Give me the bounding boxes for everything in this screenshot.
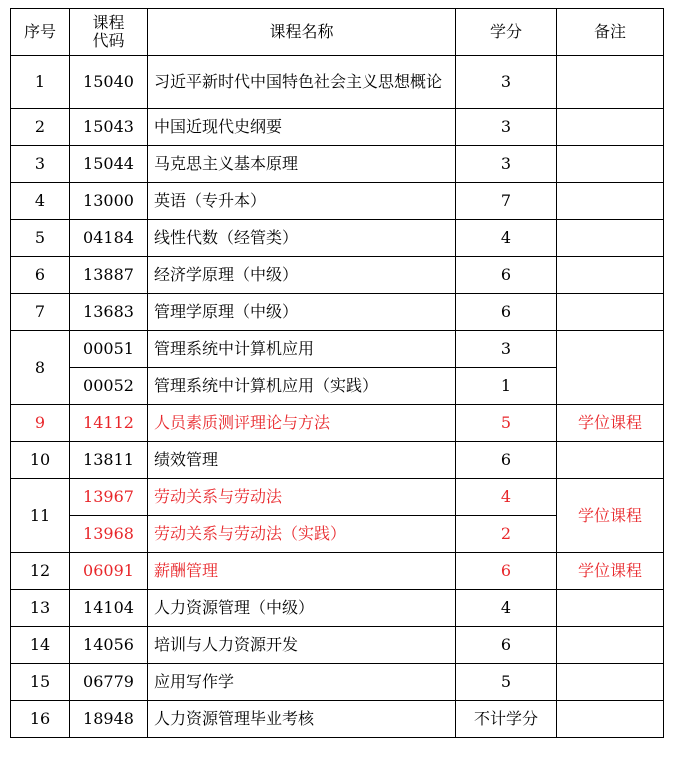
cell-code: 13967 [70,479,148,516]
cell-code: 14056 [70,627,148,664]
cell-no: 7 [11,294,70,331]
cell-name: 人力资源管理毕业考核 [148,701,456,738]
cell-name: 线性代数（经管类） [148,220,456,257]
cell-no: 2 [11,109,70,146]
cell-name: 薪酬管理 [148,553,456,590]
cell-code: 15044 [70,146,148,183]
cell-no: 5 [11,220,70,257]
cell-no: 1 [11,56,70,109]
table-row [11,294,664,331]
cell-code: 04184 [70,220,148,257]
cell-note: 学位课程 [557,479,664,553]
cell-name: 管理系统中计算机应用 [148,331,456,368]
cell-credit: 1 [456,368,557,405]
cell-name: 管理学原理（中级） [148,294,456,331]
cell-note [557,56,664,109]
cell-name: 管理系统中计算机应用（实践） [148,368,456,405]
cell-name: 培训与人力资源开发 [148,627,456,664]
cell-no: 9 [11,405,70,442]
cell-note [557,294,664,331]
cell-name: 经济学原理（中级） [148,257,456,294]
cell-code: 13887 [70,257,148,294]
cell-code: 00051 [70,331,148,368]
cell-note [557,627,664,664]
cell-credit: 4 [456,479,557,516]
course-table [10,8,664,738]
cell-name: 劳动关系与劳动法（实践） [148,516,456,553]
cell-code: 13811 [70,442,148,479]
cell-note [557,331,664,405]
cell-credit: 2 [456,516,557,553]
cell-no: 16 [11,701,70,738]
cell-code: 06091 [70,553,148,590]
cell-name: 马克思主义基本原理 [148,146,456,183]
cell-no: 12 [11,553,70,590]
header-code-text: 课程 代码 [92,13,125,50]
cell-name: 绩效管理 [148,442,456,479]
cell-credit: 5 [456,405,557,442]
cell-note [557,146,664,183]
cell-code: 00052 [70,368,148,405]
table-row [11,442,664,479]
table-row [11,183,664,220]
table-row [11,220,664,257]
cell-name: 劳动关系与劳动法 [148,479,456,516]
cell-name: 习近平新时代中国特色社会主义思想概论 [148,56,456,109]
cell-no: 3 [11,146,70,183]
cell-no: 13 [11,590,70,627]
cell-note: 学位课程 [557,553,664,590]
cell-credit: 6 [456,294,557,331]
cell-no: 10 [11,442,70,479]
cell-note [557,257,664,294]
cell-credit: 3 [456,56,557,109]
cell-code: 06779 [70,664,148,701]
cell-no: 4 [11,183,70,220]
cell-note [557,664,664,701]
header-credit: 学分 [456,9,557,56]
cell-no: 15 [11,664,70,701]
header-name: 课程名称 [148,9,456,56]
cell-code: 15040 [70,56,148,109]
cell-name: 中国近现代史纲要 [148,109,456,146]
cell-credit: 7 [456,183,557,220]
header-note: 备注 [557,9,664,56]
cell-credit: 不计学分 [456,701,557,738]
cell-no: 14 [11,627,70,664]
table-row [11,257,664,294]
cell-note [557,109,664,146]
cell-credit: 3 [456,331,557,368]
cell-credit: 4 [456,220,557,257]
table-row [11,553,664,590]
cell-credit: 5 [456,664,557,701]
cell-credit: 3 [456,146,557,183]
cell-code: 13000 [70,183,148,220]
cell-name: 应用写作学 [148,664,456,701]
table-row [11,331,664,368]
table-row [11,146,664,183]
cell-code: 15043 [70,109,148,146]
cell-credit: 6 [456,257,557,294]
cell-name: 人员素质测评理论与方法 [148,405,456,442]
cell-note: 学位课程 [557,405,664,442]
cell-code: 13968 [70,516,148,553]
table-row [11,664,664,701]
cell-credit: 6 [456,442,557,479]
table-row [11,56,664,109]
cell-credit: 6 [456,627,557,664]
table-row [11,627,664,664]
cell-note [557,183,664,220]
cell-name: 英语（专升本） [148,183,456,220]
cell-code: 13683 [70,294,148,331]
cell-name: 人力资源管理（中级） [148,590,456,627]
table-row [11,405,664,442]
cell-code: 14104 [70,590,148,627]
cell-credit: 4 [456,590,557,627]
table-row [11,109,664,146]
header-no: 序号 [11,9,70,56]
cell-credit: 3 [456,109,557,146]
cell-credit: 6 [456,553,557,590]
table-row [11,590,664,627]
cell-no: 11 [11,479,70,553]
cell-note [557,442,664,479]
header-row [11,9,664,56]
cell-no: 6 [11,257,70,294]
cell-note [557,590,664,627]
header-code [70,9,148,56]
table-row [11,479,664,516]
cell-note [557,220,664,257]
table-row [11,701,664,738]
cell-no: 8 [11,331,70,405]
cell-code: 18948 [70,701,148,738]
cell-code: 14112 [70,405,148,442]
cell-note [557,701,664,738]
